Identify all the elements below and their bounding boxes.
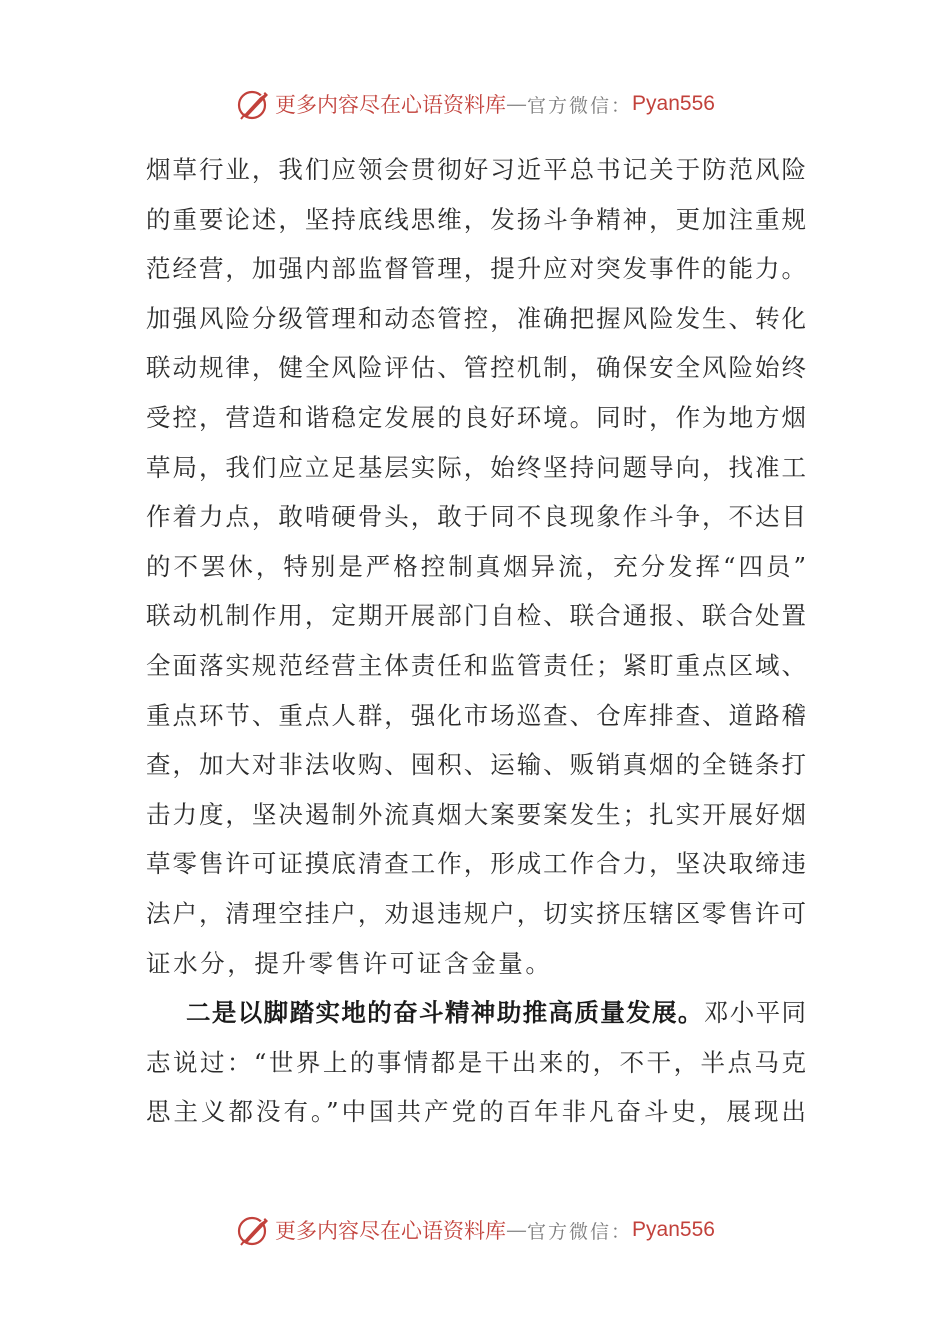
footer-watermark bbox=[0, 1208, 950, 1252]
header-watermark bbox=[0, 82, 950, 126]
watermark-site-text: 更多内容尽在心语资料库 bbox=[275, 93, 507, 117]
text-line: 加强风险分级管理和动态管控，准确把握风险发生、转化 bbox=[146, 303, 806, 333]
text-line: 范经营，加强内部监督管理，提升应对突发事件的能力。 bbox=[146, 254, 806, 284]
text-line: 的不罢休，特别是严格控制真烟异流，充分发挥“四员” bbox=[146, 551, 806, 581]
text-line: 的重要论述，坚持底线思维，发扬斗争精神，更加注重规 bbox=[146, 204, 806, 234]
document-body bbox=[146, 145, 806, 1137]
watermark-account: Pyan556 bbox=[632, 92, 715, 115]
text-line: 志说过：“世界上的事情都是干出来的，不干，半点马克 bbox=[146, 1047, 806, 1077]
text-line: 联动机制作用，定期开展部门自检、联合通报、联合处置 bbox=[146, 601, 806, 631]
quill-seal-logo-icon bbox=[235, 1212, 271, 1248]
quill-seal-logo-icon bbox=[235, 86, 271, 122]
watermark-separator: — bbox=[506, 1218, 528, 1242]
text-line: 烟草行业，我们应领会贯彻好习近平总书记关于防范风险 bbox=[146, 155, 806, 184]
text-line: 受控，营造和谐稳定发展的良好环境。同时，作为地方烟 bbox=[146, 402, 806, 432]
text-line: 查，加大对非法收购、囤积、运输、贩销真烟的全链条打 bbox=[146, 750, 806, 780]
text-line: 草零售许可证摸底清查工作，形成工作合力，坚决取缔违 bbox=[146, 849, 806, 879]
watermark-account: Pyan556 bbox=[632, 1218, 715, 1241]
text-line: 思主义都没有。”中国共产党的百年非凡奋斗史，展现出 bbox=[146, 1097, 806, 1127]
watermark-separator: — bbox=[506, 92, 528, 116]
paragraph-2-bold-lead: 二是以脚踏实地的奋斗精神助推高质量发展。 bbox=[186, 998, 704, 1028]
paragraph-2-first-line-rest: 邓小平同 bbox=[703, 998, 806, 1028]
watermark-label: 官方微信： bbox=[527, 1220, 633, 1243]
paragraph-2-first-line bbox=[146, 988, 806, 1038]
text-line: 联动规律，健全风险评估、管控机制，确保安全风险始终 bbox=[146, 353, 806, 383]
text-line: 击力度，坚决遏制外流真烟大案要案发生；扎实开展好烟 bbox=[146, 799, 806, 829]
watermark-site-text: 更多内容尽在心语资料库 bbox=[275, 1219, 507, 1243]
text-line: 重点环节、重点人群，强化市场巡查、仓库排查、道路稽 bbox=[146, 700, 806, 730]
text-line: 作着力点，敢啃硬骨头，敢于同不良现象作斗争，不达目 bbox=[146, 502, 806, 532]
text-line: 全面落实规范经营主体责任和监管责任；紧盯重点区域、 bbox=[146, 650, 806, 680]
text-line: 草局，我们应立足基层实际，始终坚持问题导向，找准工 bbox=[146, 452, 806, 482]
text-line: 法户，清理空挂户，劝退违规户，切实挤压辖区零售许可 bbox=[146, 898, 806, 928]
watermark-label: 官方微信： bbox=[527, 94, 633, 117]
text-line-paragraph-end: 证水分，提升零售许可证含金量。 bbox=[146, 948, 553, 978]
